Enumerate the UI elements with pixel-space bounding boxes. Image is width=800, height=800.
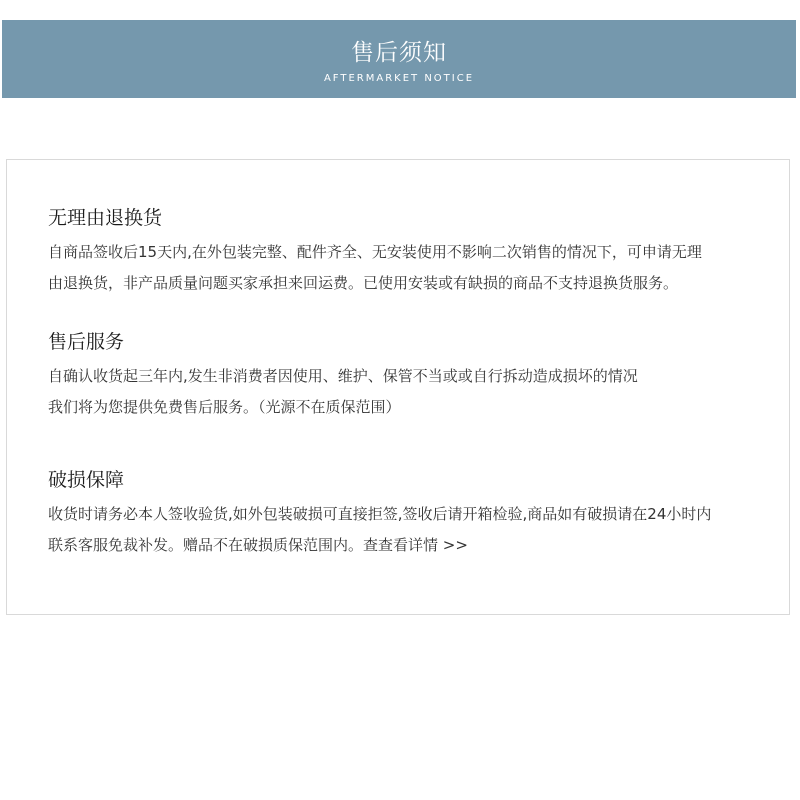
section-line: 我们将为您提供免费售后服务。（光源不在质保范围）	[48, 398, 401, 416]
section-title-after-sales-service: 售后服务	[48, 331, 125, 353]
section-line: 由退换货，非产品质量问题买家承担来回运费。已使用安装或有缺损的商品不支持退换货服务。	[48, 274, 679, 292]
banner-title: 售后须知	[351, 40, 447, 66]
section-body-after-sales-service	[48, 361, 768, 423]
section-line: 收货时请务必本人签收验货,如外包装破损可直接拒签,签收后请开箱检验,商品如有破损请在24小时内	[48, 505, 712, 523]
section-body-return-policy	[48, 237, 768, 299]
banner-subtitle: AFTERMARKET NOTICE	[323, 73, 475, 84]
section-title-damage-protection: 破损保障	[48, 469, 125, 491]
header-banner	[2, 20, 796, 98]
section-body-damage-protection	[48, 499, 768, 561]
section-after-sales-service	[48, 330, 768, 423]
section-line: 自商品签收后15天内,在外包装完整、配件齐全、无安装使用不影响二次销售的情况下，可申请无理	[48, 243, 702, 261]
section-return-policy	[48, 206, 768, 299]
section-line: 自确认收货起三年内,发生非消费者因使用、维护、保管不当或或自行拆动造成损坏的情况	[48, 367, 638, 385]
section-title-return-policy: 无理由退换货	[48, 207, 163, 229]
section-damage-protection	[48, 468, 768, 561]
section-line-details-link[interactable]: 联系客服免裁补发。赠品不在破损质保范围内。查查看详情 >>	[48, 536, 468, 554]
notice-card	[6, 159, 790, 615]
